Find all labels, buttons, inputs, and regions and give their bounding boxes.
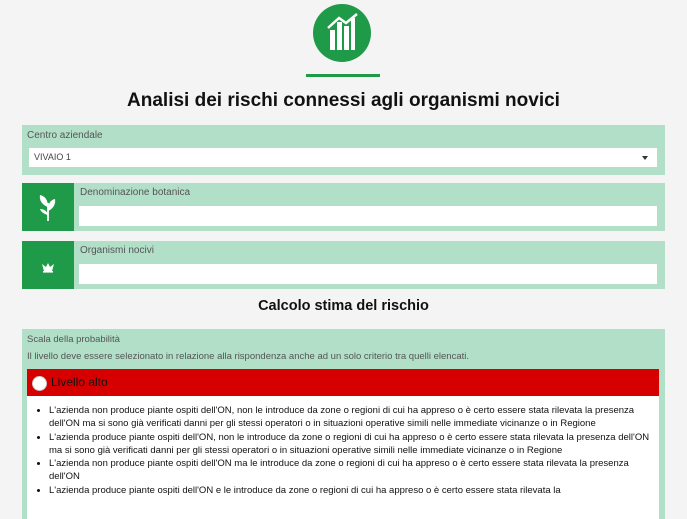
criteria-item: • L'azienda produce piante ospiti dell'ON, non le introduce da zone o regioni di cui ha appreso o è certo essere stata rilevata la presenza dell'ON ma si sono già verificati danni per gli stessi operatori o in situazioni operative simili nelle immediate vicinanze o in Regione — [49, 431, 653, 458]
organismi-label: Organismi nocivi — [80, 245, 154, 256]
criteria-item: • L'azienda non produce piante ospiti dell'ON ma le introduce da zone o regioni di cui ha appreso o è certo essere stata rilevata la presenza dell'ON — [49, 457, 653, 484]
denominazione-label: Denominazione botanica — [80, 187, 191, 198]
organismi-icon-box — [22, 241, 74, 289]
chevron-down-icon — [642, 156, 648, 160]
organismi-input[interactable] — [79, 264, 657, 284]
denominazione-input[interactable] — [79, 206, 657, 226]
probability-scale-label: Scala della probabilità — [27, 334, 120, 345]
level-alto-option[interactable] — [27, 369, 659, 396]
chart-bars-icon — [313, 4, 371, 62]
page-title: Analisi dei rischi connessi agli organismi novici — [127, 90, 560, 111]
section-title: Calcolo stima del rischio — [258, 298, 429, 314]
level-alto-label: Livello alto — [51, 375, 108, 389]
centro-aziendale-label: Centro aziendale — [27, 130, 103, 141]
criteria-list — [27, 396, 659, 497]
probability-instructions: Il livello deve essere selezionato in relazione alla rispondenza anche ad un solo criterio tra quelli elencati. — [27, 351, 470, 362]
level-alto-radio[interactable] — [32, 376, 47, 391]
denominazione-icon-box — [22, 183, 74, 231]
centro-aziendale-value: VIVAIO 1 — [34, 152, 71, 162]
criteria-item: • L'azienda produce piante ospiti dell'ON e le introduce da zone o regioni di cui ha appreso o è certo essere stata rilevata la — [49, 484, 653, 497]
title-divider — [306, 74, 380, 77]
sprout-icon — [22, 183, 74, 231]
centro-aziendale-select[interactable] — [29, 148, 657, 167]
pest-icon — [22, 241, 74, 289]
criteria-item: • L'azienda non produce piante ospiti dell'ON, non le introduce da zone o regioni di cui ha appreso o è certo essere stata rilevata la presenza dell'ON ma si sono già verificati danni per gli stessi operatori o in situazioni operative simili nelle immediate vicinanze o in Regione — [49, 404, 653, 431]
app-logo — [313, 4, 371, 62]
criteria-list-box — [27, 396, 659, 519]
